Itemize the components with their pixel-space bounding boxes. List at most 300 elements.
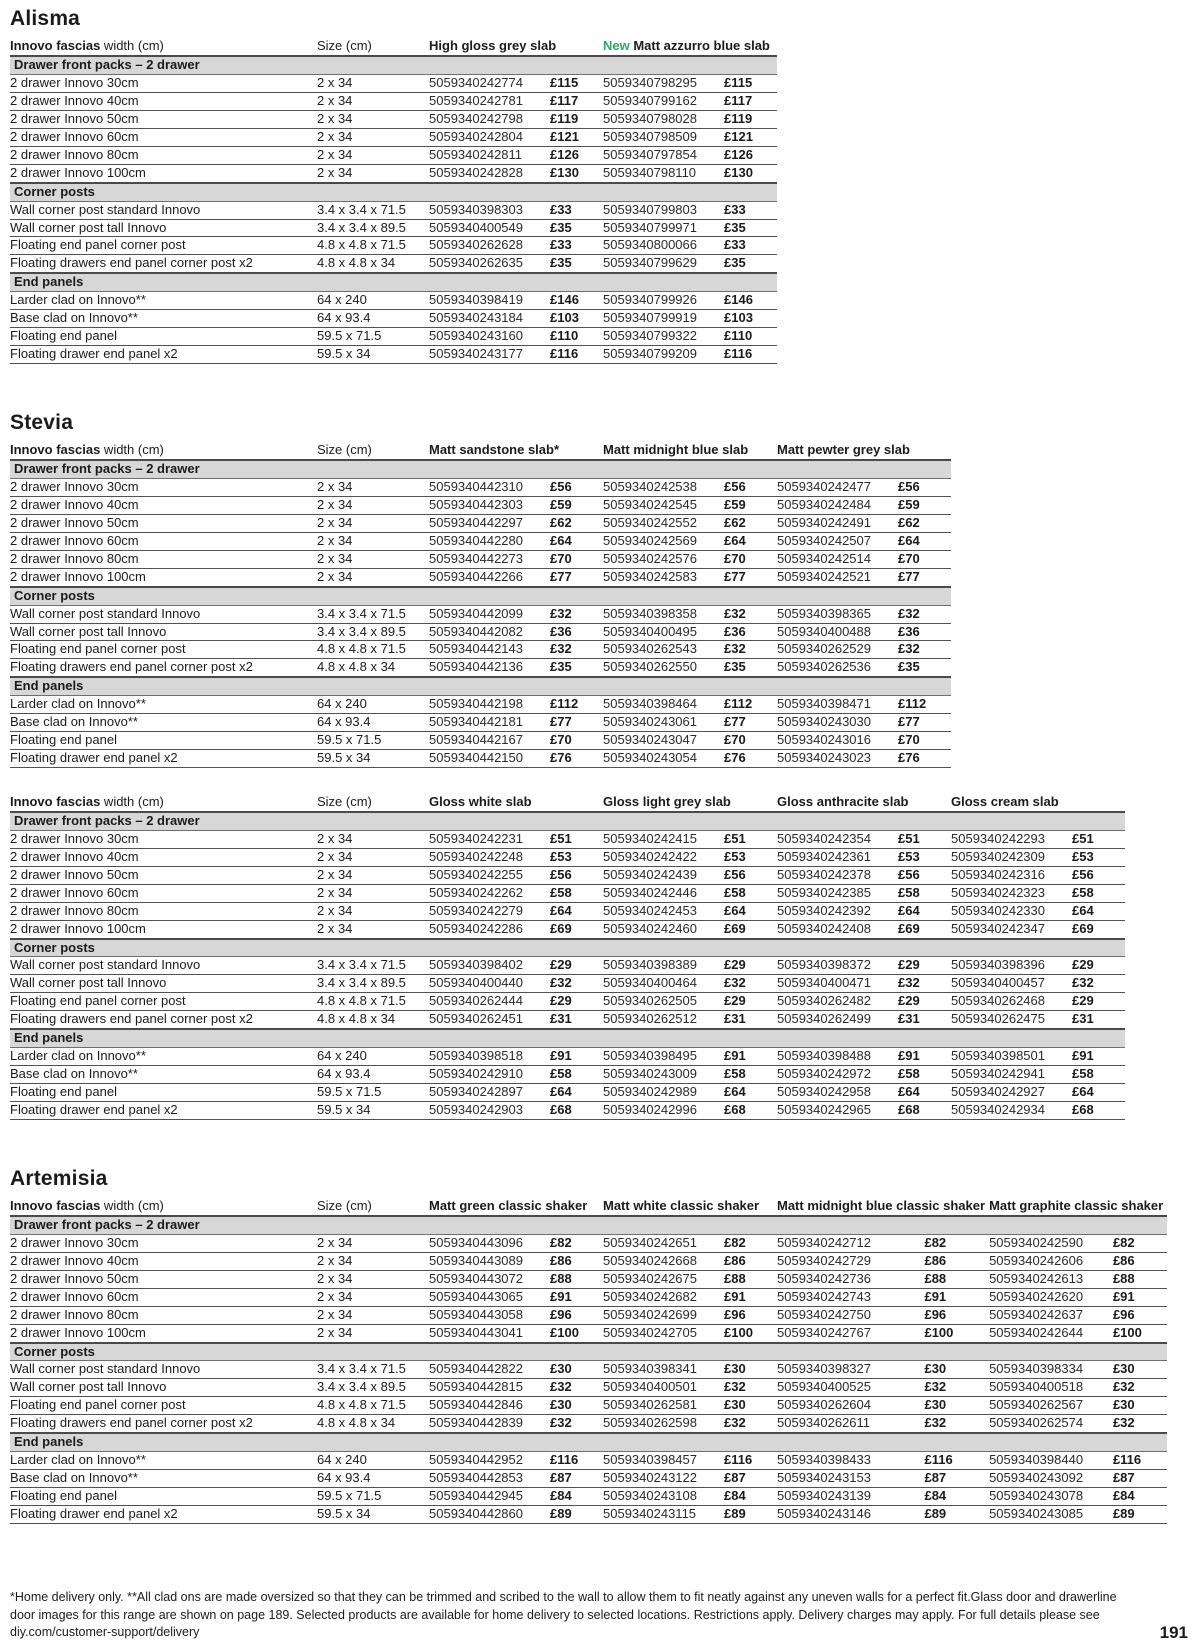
- table-row: [10, 237, 777, 255]
- table-row: [10, 1252, 1167, 1270]
- price-cell: £76: [550, 750, 603, 768]
- size-cell: 3.4 x 3.4 x 71.5: [317, 201, 429, 219]
- size-cell: 2 x 34: [317, 110, 429, 128]
- price-cell: £30: [724, 1361, 777, 1379]
- sku-cell: 5059340398358: [603, 605, 724, 623]
- price-table-sections: [10, 6, 1190, 1524]
- sku-cell: 5059340262444: [429, 993, 550, 1011]
- size-cell: 4.8 x 4.8 x 34: [317, 1011, 429, 1029]
- price-cell: £69: [550, 920, 603, 938]
- table-row: [10, 92, 777, 110]
- sku-cell: 5059340442822: [429, 1361, 550, 1379]
- product-cell: 2 drawer Innovo 60cm: [10, 532, 317, 550]
- price-cell: £77: [550, 568, 603, 586]
- price-cell: £29: [1072, 993, 1125, 1011]
- sku-cell: 5059340398419: [429, 292, 550, 310]
- sku-cell: 5059340242620: [989, 1288, 1113, 1306]
- color-column-header: [603, 794, 777, 812]
- sku-cell: 5059340442860: [429, 1505, 550, 1523]
- price-cell: £35: [724, 219, 777, 237]
- table-row: [10, 550, 951, 568]
- sku-cell: 5059340243085: [989, 1505, 1113, 1523]
- price-cell: £31: [1072, 1011, 1125, 1029]
- sku-cell: 5059340799919: [603, 310, 724, 328]
- sku-cell: 5059340442198: [429, 696, 550, 714]
- price-cell: £31: [898, 1011, 951, 1029]
- size-cell: 3.4 x 3.4 x 89.5: [317, 975, 429, 993]
- product-cell: Floating end panel corner post: [10, 641, 317, 659]
- sku-cell: 5059340442150: [429, 750, 550, 768]
- price-cell: £146: [550, 292, 603, 310]
- price-cell: £91: [924, 1288, 989, 1306]
- sku-cell: 5059340262499: [777, 1011, 898, 1029]
- table-row: [10, 902, 1125, 920]
- sku-cell: 5059340242644: [989, 1324, 1113, 1342]
- sku-cell: 5059340242903: [429, 1101, 550, 1119]
- sku-cell: 5059340442853: [429, 1470, 550, 1488]
- color-column-header: [603, 6, 777, 56]
- price-cell: £112: [724, 696, 777, 714]
- size-cell: 2 x 34: [317, 146, 429, 164]
- sku-cell: 5059340242255: [429, 866, 550, 884]
- table-row: [10, 292, 777, 310]
- product-cell: 2 drawer Innovo 100cm: [10, 1324, 317, 1342]
- sku-cell: 5059340242941: [951, 1066, 1072, 1084]
- header-row: [10, 410, 951, 460]
- sku-cell: 5059340242767: [777, 1324, 924, 1342]
- price-cell: £77: [550, 714, 603, 732]
- product-header-bold: Innovo fascias: [10, 442, 101, 458]
- table-row: [10, 605, 951, 623]
- price-cell: £56: [724, 479, 777, 497]
- sku-cell: 5059340242958: [777, 1084, 898, 1102]
- size-cell: 64 x 93.4: [317, 1470, 429, 1488]
- product-cell: Floating end panel corner post: [10, 993, 317, 1011]
- table-row: [10, 1084, 1125, 1102]
- sku-cell: 5059340262512: [603, 1011, 724, 1029]
- price-cell: £32: [550, 1379, 603, 1397]
- size-cell: 2 x 34: [317, 1234, 429, 1252]
- size-cell: 2 x 34: [317, 920, 429, 938]
- sku-cell: 5059340799971: [603, 219, 724, 237]
- product-cell: Larder clad on Innovo**: [10, 1452, 317, 1470]
- sku-cell: 5059340242651: [603, 1234, 724, 1252]
- group-header-row: [10, 273, 777, 291]
- sku-cell: 5059340242569: [603, 532, 724, 550]
- table-row: [10, 641, 951, 659]
- size-cell: 59.5 x 71.5: [317, 1084, 429, 1102]
- price-cell: £36: [724, 623, 777, 641]
- product-cell: 2 drawer Innovo 40cm: [10, 92, 317, 110]
- table-row: [10, 866, 1125, 884]
- product-cell: 2 drawer Innovo 80cm: [10, 1306, 317, 1324]
- sku-cell: 5059340442297: [429, 514, 550, 532]
- size-cell: 59.5 x 34: [317, 750, 429, 768]
- size-cell: 2 x 34: [317, 902, 429, 920]
- sku-cell: 5059340799209: [603, 346, 724, 364]
- group-header-label: Drawer front packs – 2 drawer: [10, 812, 1125, 830]
- size-cell: 2 x 34: [317, 514, 429, 532]
- price-cell: £62: [550, 514, 603, 532]
- table-row: [10, 328, 777, 346]
- sku-cell: 5059340242583: [603, 568, 724, 586]
- product-cell: Floating end panel corner post: [10, 237, 317, 255]
- price-cell: £32: [924, 1379, 989, 1397]
- sku-cell: 5059340243153: [777, 1470, 924, 1488]
- sku-cell: 5059340262536: [777, 659, 898, 677]
- price-cell: £32: [1072, 975, 1125, 993]
- price-cell: £64: [898, 532, 951, 550]
- color-column-header: [989, 1166, 1167, 1216]
- table-row: [10, 1066, 1125, 1084]
- table-row: [10, 1234, 1167, 1252]
- table-row: [10, 1488, 1167, 1506]
- price-cell: £32: [724, 641, 777, 659]
- sku-cell: 5059340798295: [603, 75, 724, 93]
- table-row: [10, 201, 777, 219]
- sku-cell: 5059340242279: [429, 902, 550, 920]
- price-cell: £53: [898, 848, 951, 866]
- sku-cell: 5059340442273: [429, 550, 550, 568]
- sku-cell: 5059340262635: [429, 255, 550, 273]
- sku-cell: 5059340262567: [989, 1397, 1113, 1415]
- sku-cell: 5059340262529: [777, 641, 898, 659]
- price-cell: £84: [724, 1488, 777, 1506]
- sku-cell: 5059340243184: [429, 310, 550, 328]
- range-section-innovo-gloss: [10, 794, 1190, 1120]
- price-cell: £68: [724, 1101, 777, 1119]
- product-cell: Floating drawer end panel x2: [10, 750, 317, 768]
- price-cell: £30: [1113, 1397, 1167, 1415]
- price-cell: £64: [898, 1084, 951, 1102]
- product-cell: 2 drawer Innovo 30cm: [10, 479, 317, 497]
- product-cell: Wall corner post standard Innovo: [10, 605, 317, 623]
- size-cell: 64 x 240: [317, 696, 429, 714]
- price-cell: £77: [724, 714, 777, 732]
- price-cell: £89: [924, 1505, 989, 1523]
- price-cell: £51: [724, 830, 777, 848]
- color-column-header: [603, 1166, 777, 1216]
- sku-cell: 5059340242415: [603, 830, 724, 848]
- product-cell: Wall corner post tall Innovo: [10, 623, 317, 641]
- sku-cell: 5059340242675: [603, 1270, 724, 1288]
- sku-cell: 5059340243160: [429, 328, 550, 346]
- price-cell: £29: [724, 993, 777, 1011]
- price-cell: £96: [724, 1306, 777, 1324]
- sku-cell: 5059340243047: [603, 732, 724, 750]
- price-cell: £32: [550, 1415, 603, 1433]
- table-row: [10, 714, 951, 732]
- size-cell: 2 x 34: [317, 1306, 429, 1324]
- sku-cell: 5059340400457: [951, 975, 1072, 993]
- price-cell: £32: [724, 1415, 777, 1433]
- price-cell: £88: [924, 1270, 989, 1288]
- color-column-label: Matt midnight blue slab: [603, 442, 749, 458]
- price-cell: £77: [898, 714, 951, 732]
- price-cell: £146: [724, 292, 777, 310]
- color-column-header: [429, 1166, 603, 1216]
- price-cell: £116: [924, 1452, 989, 1470]
- color-column-label: Matt white classic shaker: [603, 1198, 760, 1214]
- table-row: [10, 696, 951, 714]
- sku-cell: 5059340242446: [603, 884, 724, 902]
- price-cell: £89: [1113, 1505, 1167, 1523]
- price-cell: £53: [724, 848, 777, 866]
- price-cell: £87: [550, 1470, 603, 1488]
- sku-cell: 5059340242781: [429, 92, 550, 110]
- product-cell: 2 drawer Innovo 30cm: [10, 1234, 317, 1252]
- price-cell: £30: [924, 1361, 989, 1379]
- price-cell: £91: [1113, 1288, 1167, 1306]
- sku-cell: 5059340400440: [429, 975, 550, 993]
- price-cell: £69: [898, 920, 951, 938]
- group-header-label: Drawer front packs – 2 drawer: [10, 56, 777, 74]
- sku-cell: 5059340398501: [951, 1048, 1072, 1066]
- sku-cell: 5059340242262: [429, 884, 550, 902]
- color-column-header: [777, 1166, 989, 1216]
- color-column-header: [429, 794, 603, 812]
- sku-cell: 5059340242699: [603, 1306, 724, 1324]
- sku-cell: 5059340398402: [429, 957, 550, 975]
- sku-cell: 5059340242798: [429, 110, 550, 128]
- sku-cell: 5059340400549: [429, 219, 550, 237]
- product-cell: Wall corner post standard Innovo: [10, 201, 317, 219]
- price-cell: £32: [1113, 1415, 1167, 1433]
- table-row: [10, 957, 1125, 975]
- table-row: [10, 750, 951, 768]
- product-cell: Floating drawers end panel corner post x2: [10, 659, 317, 677]
- sku-cell: 5059340242538: [603, 479, 724, 497]
- product-cell: 2 drawer Innovo 100cm: [10, 920, 317, 938]
- table-row: [10, 1505, 1167, 1523]
- sku-cell: 5059340442082: [429, 623, 550, 641]
- group-header-row: [10, 587, 951, 605]
- sku-cell: 5059340442181: [429, 714, 550, 732]
- sku-cell: 5059340799926: [603, 292, 724, 310]
- sku-cell: 5059340243108: [603, 1488, 724, 1506]
- table-row: [10, 732, 951, 750]
- size-cell: 4.8 x 4.8 x 71.5: [317, 237, 429, 255]
- sku-cell: 5059340443041: [429, 1324, 550, 1342]
- price-cell: £91: [1072, 1048, 1125, 1066]
- size-cell: 2 x 34: [317, 128, 429, 146]
- sku-cell: 5059340243030: [777, 714, 898, 732]
- sku-cell: 5059340242484: [777, 496, 898, 514]
- table-row: [10, 1379, 1167, 1397]
- size-cell: 64 x 240: [317, 1048, 429, 1066]
- size-cell: 2 x 34: [317, 884, 429, 902]
- price-cell: £68: [1072, 1101, 1125, 1119]
- color-column-header: [777, 410, 951, 460]
- sku-cell: 5059340242316: [951, 866, 1072, 884]
- sku-cell: 5059340242897: [429, 1084, 550, 1102]
- size-column-header: Size (cm): [317, 38, 372, 54]
- sku-cell: 5059340243139: [777, 1488, 924, 1506]
- table-row: [10, 993, 1125, 1011]
- sku-cell: 5059340442815: [429, 1379, 550, 1397]
- product-cell: Wall corner post tall Innovo: [10, 219, 317, 237]
- price-cell: £91: [898, 1048, 951, 1066]
- sku-cell: 5059340398488: [777, 1048, 898, 1066]
- price-cell: £64: [724, 902, 777, 920]
- range-section-artemisia: [10, 1166, 1190, 1524]
- sku-cell: 5059340242491: [777, 514, 898, 532]
- sku-cell: 5059340262628: [429, 237, 550, 255]
- sku-cell: 5059340242972: [777, 1066, 898, 1084]
- table-row: [10, 1101, 1125, 1119]
- size-cell: 2 x 34: [317, 1270, 429, 1288]
- product-header-normal: width (cm): [100, 38, 164, 54]
- size-cell: 4.8 x 4.8 x 71.5: [317, 993, 429, 1011]
- table-row: [10, 1306, 1167, 1324]
- size-cell: 2 x 34: [317, 550, 429, 568]
- size-cell: 2 x 34: [317, 92, 429, 110]
- product-column-header: [10, 6, 317, 56]
- size-cell: 2 x 34: [317, 830, 429, 848]
- price-cell: £82: [550, 1234, 603, 1252]
- sku-cell: 5059340243078: [989, 1488, 1113, 1506]
- sku-cell: 5059340242323: [951, 884, 1072, 902]
- size-cell: 64 x 93.4: [317, 714, 429, 732]
- group-header-label: Corner posts: [10, 183, 777, 201]
- size-cell: 4.8 x 4.8 x 71.5: [317, 1397, 429, 1415]
- product-cell: Wall corner post tall Innovo: [10, 975, 317, 993]
- size-cell: 2 x 34: [317, 164, 429, 182]
- sku-cell: 5059340262598: [603, 1415, 724, 1433]
- price-table-stevia: [10, 410, 951, 768]
- group-header-label: Corner posts: [10, 939, 1125, 957]
- sku-cell: 5059340798028: [603, 110, 724, 128]
- price-cell: £29: [550, 957, 603, 975]
- product-cell: 2 drawer Innovo 80cm: [10, 902, 317, 920]
- price-cell: £130: [724, 164, 777, 182]
- group-header-row: [10, 1029, 1125, 1047]
- price-cell: £69: [1072, 920, 1125, 938]
- sku-cell: 5059340398464: [603, 696, 724, 714]
- price-cell: £116: [550, 346, 603, 364]
- sku-cell: 5059340262581: [603, 1397, 724, 1415]
- table-row: [10, 1270, 1167, 1288]
- sku-cell: 5059340242804: [429, 128, 550, 146]
- sku-cell: 5059340442846: [429, 1397, 550, 1415]
- price-cell: £32: [1113, 1379, 1167, 1397]
- price-cell: £56: [898, 866, 951, 884]
- price-cell: £32: [898, 641, 951, 659]
- sku-cell: 5059340398341: [603, 1361, 724, 1379]
- sku-cell: 5059340243016: [777, 732, 898, 750]
- sku-cell: 5059340242811: [429, 146, 550, 164]
- sku-cell: 5059340442143: [429, 641, 550, 659]
- price-cell: £59: [898, 496, 951, 514]
- group-header-row: [10, 677, 951, 695]
- table-row: [10, 623, 951, 641]
- price-cell: £29: [724, 957, 777, 975]
- sku-cell: 5059340442167: [429, 732, 550, 750]
- color-column-label: Matt green classic shaker: [429, 1198, 588, 1214]
- sku-cell: 5059340242286: [429, 920, 550, 938]
- sku-cell: 5059340242613: [989, 1270, 1113, 1288]
- group-header-row: [10, 812, 1125, 830]
- color-column-label: Gloss anthracite slab: [777, 794, 909, 810]
- price-cell: £58: [898, 1066, 951, 1084]
- price-cell: £29: [898, 993, 951, 1011]
- sku-cell: 5059340242996: [603, 1101, 724, 1119]
- sku-cell: 5059340442945: [429, 1488, 550, 1506]
- price-cell: £84: [550, 1488, 603, 1506]
- sku-cell: 5059340242507: [777, 532, 898, 550]
- price-cell: £30: [550, 1397, 603, 1415]
- group-header-row: [10, 183, 777, 201]
- product-column-header: [10, 1166, 317, 1216]
- sku-cell: 5059340262550: [603, 659, 724, 677]
- sku-cell: 5059340799322: [603, 328, 724, 346]
- price-cell: £56: [898, 479, 951, 497]
- price-cell: £30: [724, 1397, 777, 1415]
- price-cell: £36: [550, 623, 603, 641]
- product-cell: 2 drawer Innovo 80cm: [10, 550, 317, 568]
- product-cell: Floating drawers end panel corner post x2: [10, 1011, 317, 1029]
- size-column-header: Size (cm): [317, 794, 372, 810]
- price-cell: £64: [898, 902, 951, 920]
- product-cell: 2 drawer Innovo 50cm: [10, 866, 317, 884]
- price-cell: £117: [550, 92, 603, 110]
- price-cell: £84: [1113, 1488, 1167, 1506]
- group-header-label: End panels: [10, 1029, 1125, 1047]
- price-cell: £103: [724, 310, 777, 328]
- sku-cell: 5059340262475: [951, 1011, 1072, 1029]
- price-cell: £58: [550, 884, 603, 902]
- price-cell: £64: [550, 1084, 603, 1102]
- product-cell: 2 drawer Innovo 40cm: [10, 1252, 317, 1270]
- price-cell: £77: [724, 568, 777, 586]
- product-header-normal: width (cm): [100, 1198, 164, 1214]
- price-table-artemisia: [10, 1166, 1167, 1524]
- price-cell: £68: [550, 1101, 603, 1119]
- size-cell: 4.8 x 4.8 x 34: [317, 1415, 429, 1433]
- price-cell: £116: [550, 1452, 603, 1470]
- price-cell: £121: [550, 128, 603, 146]
- sku-cell: 5059340242477: [777, 479, 898, 497]
- price-cell: £121: [724, 128, 777, 146]
- sku-cell: 5059340443065: [429, 1288, 550, 1306]
- price-cell: £82: [1113, 1234, 1167, 1252]
- color-column-header: [603, 410, 777, 460]
- size-cell: 3.4 x 3.4 x 89.5: [317, 1379, 429, 1397]
- size-cell: 2 x 34: [317, 848, 429, 866]
- price-cell: £30: [550, 1361, 603, 1379]
- sku-cell: 5059340242934: [951, 1101, 1072, 1119]
- sku-cell: 5059340242385: [777, 884, 898, 902]
- product-cell: Floating end panel: [10, 328, 317, 346]
- sku-cell: 5059340442310: [429, 479, 550, 497]
- table-row: [10, 255, 777, 273]
- price-cell: £115: [724, 75, 777, 93]
- table-row: [10, 146, 777, 164]
- color-column-header: [951, 794, 1125, 812]
- size-cell: 3.4 x 3.4 x 71.5: [317, 605, 429, 623]
- price-cell: £35: [724, 255, 777, 273]
- price-cell: £86: [1113, 1252, 1167, 1270]
- sku-cell: 5059340443089: [429, 1252, 550, 1270]
- sku-cell: 5059340398440: [989, 1452, 1113, 1470]
- sku-cell: 5059340398396: [951, 957, 1072, 975]
- price-cell: £35: [550, 219, 603, 237]
- table-row: [10, 1470, 1167, 1488]
- product-column-header: [10, 794, 317, 812]
- product-cell: Base clad on Innovo**: [10, 1066, 317, 1084]
- table-row: [10, 1361, 1167, 1379]
- sku-cell: 5059340400495: [603, 623, 724, 641]
